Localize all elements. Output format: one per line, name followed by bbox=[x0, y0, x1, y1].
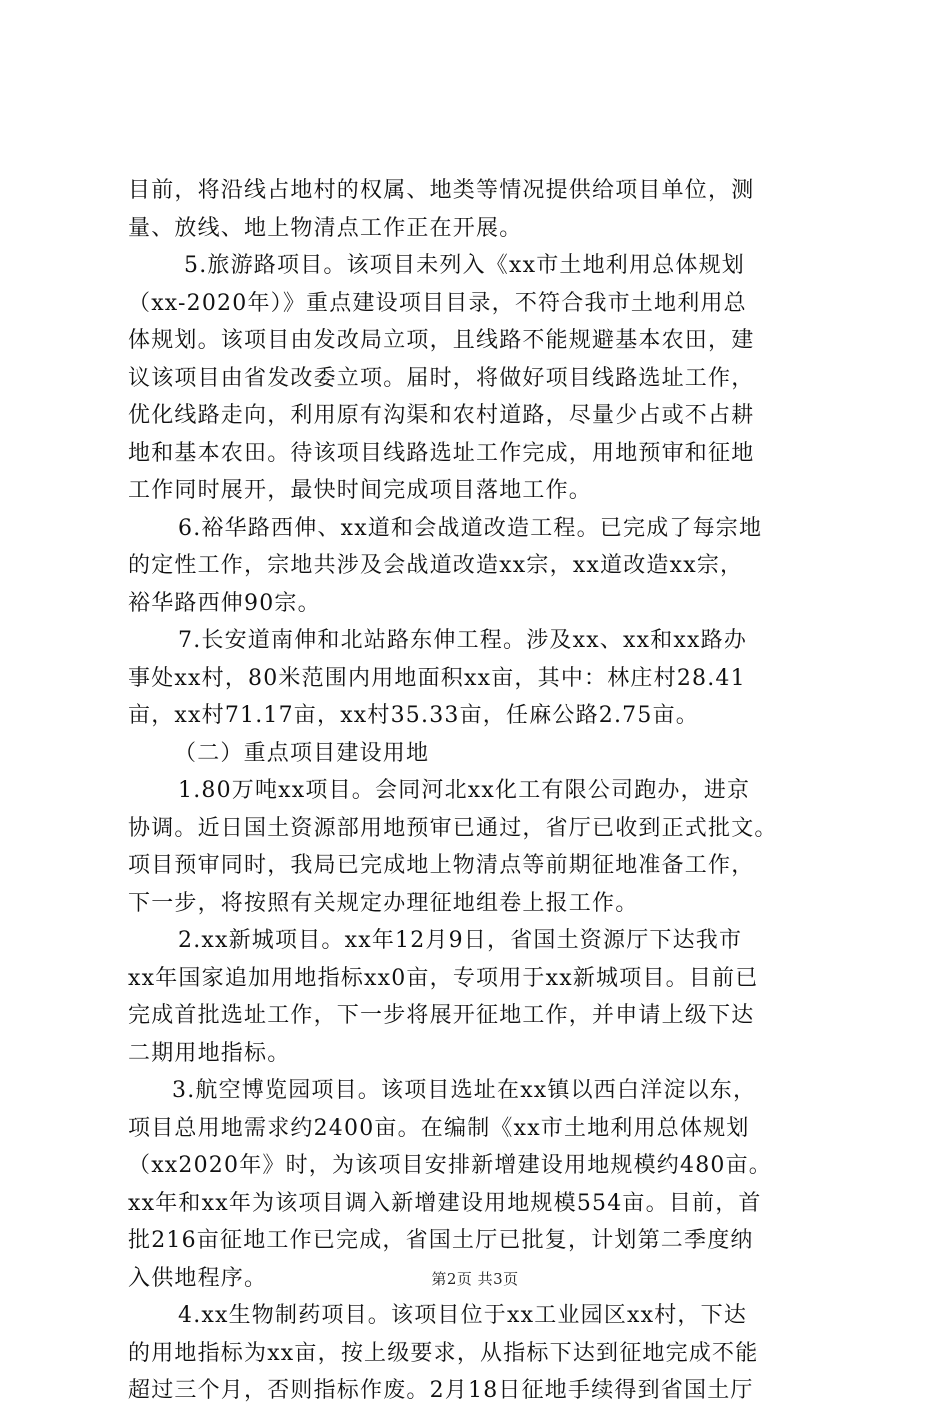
text-line: 2.xx新城项目。xx年12月9日，省国土资源厅下达我市 bbox=[178, 928, 743, 953]
text-line: 事处xx村，80米范围内用地面积xx亩，其中：林庄村28.41 bbox=[128, 665, 746, 691]
text-line: 亩，xx村71.17亩，xx村35.33亩，任麻公路2.75亩。 bbox=[128, 703, 699, 728]
text-line: （xx-2020年）》重点建设项目目录，不符合我市土地利用总 bbox=[128, 290, 747, 316]
text-line: 7.长安道南伸和北站路东伸工程。涉及xx、xx和xx路办 bbox=[178, 628, 748, 653]
text-line: 6.裕华路西伸、xx道和会战道改造工程。已完成了每宗地 bbox=[178, 515, 763, 541]
text-line: 批216亩征地工作已完成，省国土厅已批复，计划第二季度纳 bbox=[128, 1228, 754, 1253]
text-line: 入供地程序。 bbox=[128, 1265, 268, 1291]
text-line: 优化线路走向，利用原有沟渠和农村道路，尽量少占或不占耕 bbox=[128, 403, 755, 428]
text-line: 4.xx生物制药项目。该项目位于xx工业园区xx村，下达 bbox=[178, 1303, 748, 1328]
text-line: 协调。近日国土资源部用地预审已通过，省厅已收到正式批文。 bbox=[128, 815, 778, 841]
text-line: 裕华路西伸90宗。 bbox=[128, 590, 321, 616]
text-line: 1.80万吨xx项目。会同河北xx化工有限公司跑办，进京 bbox=[178, 778, 751, 803]
document-body bbox=[128, 172, 848, 1410]
text-line: xx年国家追加用地指标xx0亩，专项用于xx新城项目。目前已 bbox=[128, 965, 759, 991]
text-line: 项目总用地需求约2400亩。在编制《xx市土地利用总体规划 bbox=[128, 1115, 750, 1141]
text-line: 体规划。该项目由发改局立项，且线路不能规避基本农田，建 bbox=[128, 328, 755, 353]
text-line: xx年和xx年为该项目调入新增建设用地规模554亩。目前，首 bbox=[128, 1190, 762, 1216]
text-line: 项目预审同时，我局已完成地上物清点等前期征地准备工作， bbox=[128, 853, 755, 878]
text-line: 二期用地指标。 bbox=[128, 1040, 291, 1066]
text-line: 5.旅游路项目。该项目未列入《xx市土地利用总体规划 bbox=[184, 253, 746, 278]
page-footer: 第2页 共3页 bbox=[431, 1270, 519, 1288]
text-line: 下一步，将按照有关规定办理征地组卷上报工作。 bbox=[128, 890, 639, 916]
text-line: 工作同时展开，最快时间完成项目落地工作。 bbox=[128, 478, 593, 503]
text-line: 的定性工作，宗地共涉及会战道改造xx宗，xx道改造xx宗， bbox=[128, 553, 744, 578]
text-line: 目前，将沿线占地村的权属、地类等情况提供给项目单位，测 bbox=[128, 178, 755, 203]
text-line: 3.航空博览园项目。该项目选址在xx镇以西白洋淀以东， bbox=[172, 1078, 757, 1103]
text-line: 完成首批选址工作，下一步将展开征地工作，并申请上级下达 bbox=[128, 1003, 755, 1028]
text-line: 地和基本农田。待该项目线路选址工作完成，用地预审和征地 bbox=[128, 440, 755, 466]
text-line: （xx2020年》时，为该项目安排新增建设用地规模约480亩。 bbox=[128, 1153, 772, 1178]
text-line: 的用地指标为xx亩，按上级要求，从指标下达到征地完成不能 bbox=[128, 1340, 759, 1366]
text-line: 超过三个月，否则指标作废。2月18日征地手续得到省国土厅 bbox=[128, 1378, 754, 1403]
text-line: 议该项目由省发改委立项。届时，将做好项目线路选址工作， bbox=[128, 365, 755, 391]
text-line: 量、放线、地上物清点工作正在开展。 bbox=[128, 215, 523, 241]
text-line: （二）重点项目建设用地 bbox=[174, 740, 430, 766]
